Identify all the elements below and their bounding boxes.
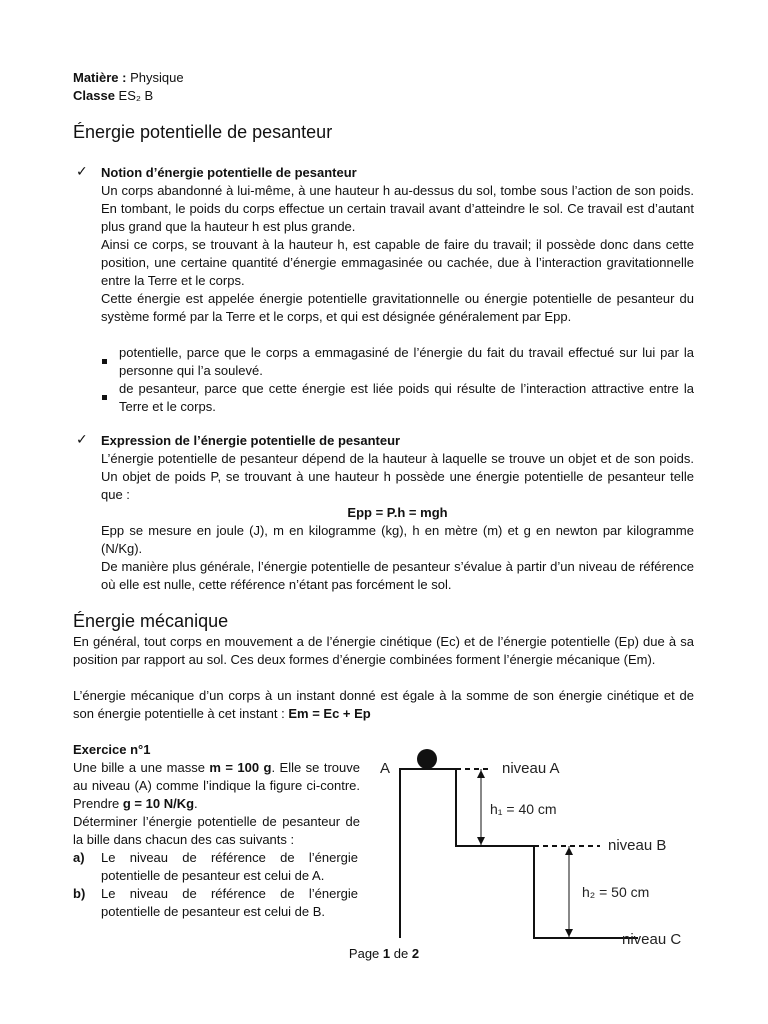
notion-paragraph-2: Ainsi ce corps, se trouvant à la hauteur h, est capable de faire du travail; il possède donc dans cette position, une certaine quantité d’énergie emmagasinée ou cachée, due à l’interaction gravitationnelle entre la Terre et le corps. xyxy=(101,237,694,288)
formula-em: Em = Ec + Ep xyxy=(288,706,371,721)
expression-paragraph-1: L’énergie potentielle de pesanteur dépend de la hauteur à laquelle se trouve un objet et de son poids. Un objet de poids P, se trouvant à une hauteur h possède une énergie potentielle de pesanteur telle que : xyxy=(101,451,694,502)
exercise-statement: Une bille a une masse m = 100 g. Elle se trouve au niveau (A) comme l’indique la figure ci-contre. Prendre g = 10 N/Kg. xyxy=(73,760,360,811)
checkmark-icon: ✓ xyxy=(76,431,88,447)
section-title-potential: Énergie potentielle de pesanteur xyxy=(73,122,333,142)
formula-epp: Epp = P.h = mgh xyxy=(347,505,448,520)
stair-profile xyxy=(400,769,638,938)
h1-arrow-up xyxy=(477,770,485,778)
case-b-text: Le niveau de référence de l’énergie potentielle de pesanteur est celui de B. xyxy=(101,886,358,919)
notion-paragraph-3: Cette énergie est appelée énergie potentielle gravitationnelle ou énergie potentielle de pesanteur du système formé par la Terre et le corps, et qui est désignée généralement par Epp. xyxy=(101,291,694,324)
h1-arrow-down xyxy=(477,837,485,845)
page-footer: Page 1 de 2 xyxy=(348,946,420,961)
subsection-title-notion: Notion d’énergie potentielle de pesanteur xyxy=(101,165,357,180)
subsection-title-expression: Expression de l’énergie potentielle de pesanteur xyxy=(101,433,401,448)
exercise-question: Déterminer l’énergie potentielle de pesanteur de la bille dans chacun des cas suivants : xyxy=(73,814,360,847)
h2-label: h₂ = 50 cm xyxy=(582,884,650,900)
h2-arrow-up xyxy=(565,847,573,855)
bullet-pesanteur: de pesanteur, parce que cette énergie est liée poids qui résulte de l’interaction attractive entre la Terre et le corps. xyxy=(119,381,694,414)
bullet-potentielle: potentielle, parce que le corps a emmagasiné de l’énergie du fait du travail effectué sur lui par la personne qui l’a soulevé. xyxy=(119,345,694,378)
class-value: ES₂ B xyxy=(118,88,154,103)
case-b-label: b) xyxy=(73,886,86,901)
step-diagram xyxy=(370,740,700,955)
h1-label: h₁ = 40 cm xyxy=(490,801,557,817)
square-bullet-icon xyxy=(102,387,107,405)
exercise-title: Exercice n°1 xyxy=(73,742,151,757)
ball xyxy=(417,749,437,769)
level-c-label: niveau C xyxy=(622,931,682,948)
level-a-label: niveau A xyxy=(502,760,560,777)
class-label: Classe xyxy=(73,88,119,103)
case-a-label: a) xyxy=(73,850,85,865)
subject-line xyxy=(73,69,184,87)
level-b-label: niveau B xyxy=(608,837,667,854)
subject-label: Matière : xyxy=(73,70,131,85)
case-a-text: Le niveau de référence de l’énergie potentielle de pesanteur est celui de A. xyxy=(101,850,358,883)
class-line xyxy=(73,87,153,105)
h2-arrow-down xyxy=(565,929,573,937)
square-bullet-icon xyxy=(102,351,107,369)
section-title-mechanical: Énergie mécanique xyxy=(73,611,229,631)
subject-value: Physique xyxy=(130,70,184,85)
mechanical-paragraph-1: En général, tout corps en mouvement a de l’énergie cinétique (Ec) et de l’énergie potentielle (Ep) due à sa position par rapport au sol. Ces deux formes d’énergie combinées forment l’énergie mécanique (Em). xyxy=(73,634,694,667)
notion-paragraph-1: Un corps abandonné à lui-même, à une hauteur h au-dessus du sol, tombe sous l’action de son poids. En tombant, le poids du corps effectue un certain travail avant d’atteindre le sol. Ce travail est d’autant plus grand que la hauteur h est plus grande. xyxy=(101,183,694,234)
expression-paragraph-2: Epp se mesure en joule (J), m en kilogramme (kg), h en mètre (m) et g en newton par kilogramme (N/Kg). xyxy=(101,523,694,556)
expression-paragraph-3: De manière plus générale, l’énergie potentielle de pesanteur s’évalue à partir d’un niveau de référence où elle est nulle, cette référence n’étant pas forcément le sol. xyxy=(101,559,694,592)
mechanical-paragraph-2 xyxy=(73,687,694,723)
point-a-label: A xyxy=(380,760,391,777)
checkmark-icon: ✓ xyxy=(76,163,88,179)
mechanical-paragraph-2-text: L’énergie mécanique d’un corps à un instant donné est égale à la somme de son énergie cinétique et de son énergie potentielle à cet instant : xyxy=(73,688,694,721)
